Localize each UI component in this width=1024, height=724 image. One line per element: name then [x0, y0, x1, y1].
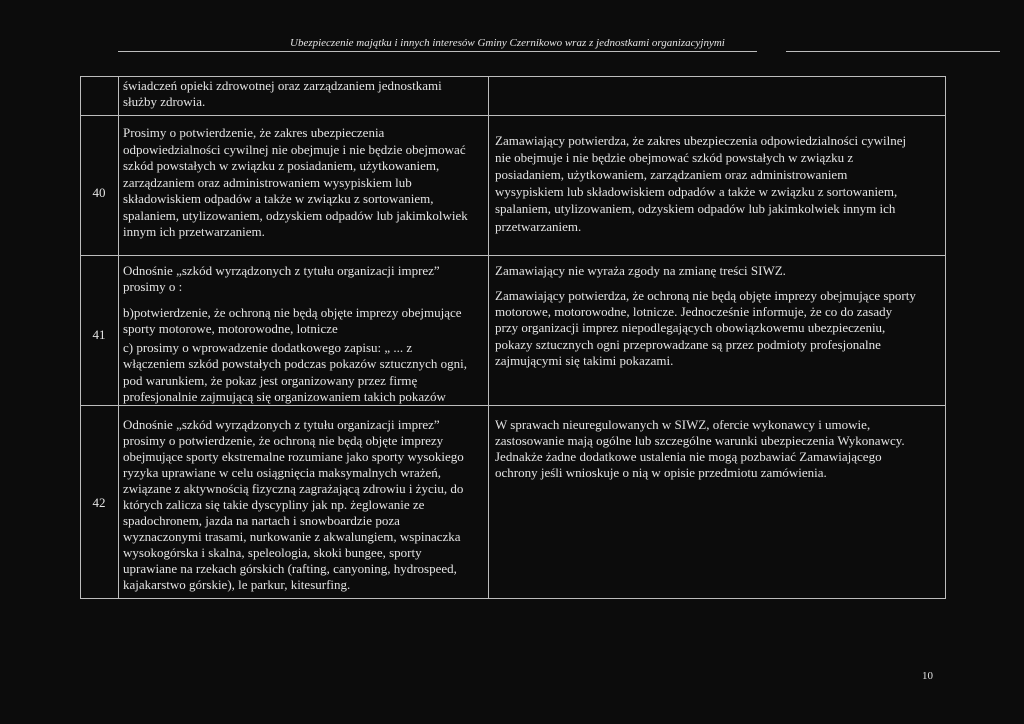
- table-border-right: [945, 76, 946, 599]
- column-divider: [118, 76, 119, 599]
- answer-paragraph: [495, 263, 786, 279]
- text-line: włączeniem szkód powstałych podczas pokazów sztucznych ogni,: [123, 356, 468, 372]
- answer-cell: [495, 417, 905, 481]
- text-line: szkód powstałych w związku z posiadaniem, użytkowaniem,: [123, 158, 440, 173]
- text-line: Jednakże żadne dodatkowe ustalenia nie mogą pozbawiać Zamawiającego: [495, 449, 882, 464]
- question-cell: [123, 417, 464, 593]
- text-line: zastosowanie mają ogólne lub szczególne warunki ubezpieczenia Wykonawcy.: [495, 433, 905, 448]
- row-number: 41: [92, 327, 106, 342]
- text-line: Odnośnie „szkód wyrządzonych z tytułu organizacji imprez”: [123, 417, 440, 432]
- table-border-top: [80, 76, 946, 77]
- header-rule: [786, 51, 1000, 52]
- text-line: profesjonalnie zajmującą się organizowaniem takich pokazów: [123, 388, 446, 404]
- text-line: ochrony jeśli wnioskuje o nią w opisie przedmiotu zamówienia.: [495, 465, 827, 480]
- text-line: obejmujące sporty ekstremalne rozumiane jako sporty wysokiego: [123, 449, 464, 464]
- text-line: motorowe, motorowodne, lotnicze. Jednocześnie informuje, że co do zasady: [495, 304, 893, 320]
- text-line: zarządzaniem oraz administrowaniem wysypiskiem lub: [123, 174, 412, 190]
- text-line: wysokogórska i skalna, speleologia, skoki bungee, sporty: [123, 545, 422, 560]
- text-line: Zamawiający potwierdza, że ochroną nie będą objęte imprezy obejmujące sporty: [495, 288, 916, 303]
- text-line: spalaniem, utylizowaniem, odzyskiem odpadów lub jakimkolwiek: [123, 207, 468, 223]
- answer-paragraph: [495, 288, 916, 369]
- text-line: nie obejmuje i nie będzie obejmować szkód powstałych w związku z: [495, 149, 854, 165]
- column-divider: [488, 76, 489, 599]
- text-line: b)potwierdzenie, że ochroną nie będą objęte imprezy obejmujące: [123, 305, 462, 320]
- text-line: wyznaczonymi trasami, nurkowanie z akwalungiem, wspinaczka: [123, 529, 461, 544]
- text-line: zajmującymi się takimi pokazami.: [495, 352, 674, 368]
- row-divider: [80, 115, 946, 116]
- text-line: prosimy o :: [123, 279, 183, 295]
- row-number: 40: [92, 185, 106, 200]
- header-rule: [118, 51, 757, 52]
- text-line: Zamawiający potwierdza, że zakres ubezpieczenia odpowiedzialności cywilnej: [495, 132, 907, 148]
- text-line: odpowiedzialności cywilnej nie obejmuje i nie będzie obejmować: [123, 141, 466, 157]
- text-line: składowiskiem odpadów a także w związku z sortowaniem,: [123, 191, 434, 206]
- text-line: Prosimy o potwierdzenie, że zakres ubezpieczenia: [123, 125, 385, 140]
- text-line: uprawiane na rzekach górskich (rafting, canyoning, hydrospeed,: [123, 561, 457, 576]
- text-line: sporty motorowe, motorowodne, lotnicze: [123, 321, 338, 337]
- text-line: przetwarzaniem.: [495, 218, 582, 234]
- text-line: c) prosimy o wprowadzenie dodatkowego zapisu: „ ... z: [123, 340, 413, 355]
- text-line: spalaniem, utylizowaniem, odzyskiem odpadów lub jakimkolwiek innym ich: [495, 201, 896, 217]
- text-line: innym ich przetwarzaniem.: [123, 224, 265, 239]
- table-border-bottom: [80, 598, 946, 599]
- question-cell: [123, 125, 468, 241]
- text-line: spadochronem, jazda na nartach i snowboardzie poza: [123, 513, 400, 528]
- answer-cell: [495, 132, 906, 235]
- text-line: Odnośnie „szkód wyrządzonych z tytułu organizacji imprez”: [123, 263, 440, 278]
- text-line: przy organizacji imprez niepodlegających obowiązkowemu ubezpieczeniu,: [495, 320, 886, 336]
- text-line: ryzyka uprawiane w celu osiągnięcia maksymalnych wrażeń,: [123, 465, 442, 480]
- text-line: Zamawiający nie wyraża zgody na zmianę treści SIWZ.: [495, 263, 786, 278]
- row-divider: [80, 255, 946, 256]
- text-line: których zalicza się takie dyscypliny jak np. żeglowanie ze: [123, 497, 425, 512]
- text-line: kajakarstwo górskie), le parkur, kitesurfing.: [123, 577, 351, 592]
- question-paragraph: [123, 340, 467, 405]
- question-cell-continuation: [123, 78, 442, 110]
- text-line: W sprawach nieuregulowanych w SIWZ, ofercie wykonawcy i umowie,: [495, 417, 871, 432]
- page-number: 10: [922, 670, 933, 682]
- text-line: wysypiskiem lub składowiskiem odpadów a także w związku z sortowaniem,: [495, 184, 898, 200]
- text-line: posiadaniem, użytkowaniem, zarządzaniem oraz administrowaniem: [495, 166, 848, 182]
- question-paragraph: [123, 263, 440, 296]
- row-number: 42: [92, 495, 106, 510]
- text-line: pod warunkiem, że pokaz jest organizowany przez firmę: [123, 372, 418, 388]
- text-line: prosimy o potwierdzenie, że ochroną nie będą objęte imprezy: [123, 433, 444, 448]
- page-header-title: Ubezpieczenie majątku i innych interesów Gminy Czernikowo wraz z jednostkami organizacyjnymi: [290, 37, 725, 49]
- text-line: świadczeń opieki zdrowotnej oraz zarządzaniem jednostkami: [123, 78, 442, 93]
- text-line: związane z aktywnością fizyczną zagrażającą zdrowiu i życiu, do: [123, 481, 464, 496]
- text-line: pokazy sztucznych ogni przeprowadzane są przez podmioty profesjonalne: [495, 336, 881, 352]
- text-line: służby zdrowia.: [123, 94, 206, 109]
- question-paragraph: [123, 305, 462, 338]
